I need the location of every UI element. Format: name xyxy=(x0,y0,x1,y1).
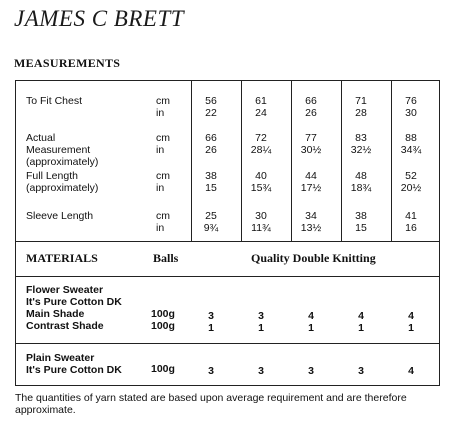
sleeve-cm-value: 41 xyxy=(405,210,417,222)
brand-title: JAMES C BRETT xyxy=(14,6,185,31)
actual-cm-value: 83 xyxy=(355,132,367,144)
flower-main-shade-label: Main Shade xyxy=(26,308,85,320)
size-cm-value: 71 xyxy=(355,95,367,107)
unit-in: in xyxy=(156,107,165,119)
measurements-heading: MEASUREMENTS xyxy=(14,56,121,70)
flower-title-line: It's Pure Cotton DK xyxy=(26,296,122,308)
full-length-cm-value: 38 xyxy=(205,170,217,182)
full-length-in-value: 20½ xyxy=(400,182,422,194)
full-length-cm-value: 40 xyxy=(255,170,267,182)
actual-in-value: 26 xyxy=(205,144,217,156)
actual-in-value: 34¾ xyxy=(400,144,422,156)
plain-title-line: It's Pure Cotton DK xyxy=(26,364,122,376)
sleeve-cm-value: 38 xyxy=(355,210,367,222)
quality-label: Quality Double Knitting xyxy=(251,251,376,265)
size-label: To Fit Chest xyxy=(26,95,83,107)
actual-cm-value: 72 xyxy=(255,132,267,144)
flower-main-balls: 4 xyxy=(358,310,364,322)
flower-contrast-balls: 1 xyxy=(408,322,414,334)
sleeve-in-value: 9¾ xyxy=(203,222,219,234)
unit-cm: cm xyxy=(156,132,170,144)
full-length-cm-value: 48 xyxy=(355,170,367,182)
materials-heading: MATERIALS xyxy=(26,251,98,265)
sleeve-in-value: 15 xyxy=(355,222,367,234)
unit-cm: cm xyxy=(156,170,170,182)
full-length-in-value: 15 xyxy=(205,182,217,194)
flower-contrast-weight: 100g xyxy=(151,320,175,332)
full-length-label-line: Full Length xyxy=(26,170,78,182)
row-divider xyxy=(16,276,439,277)
yarn-quantity-note: The quantities of yarn stated are based upon average requirement and are therefore approximate. xyxy=(15,392,407,416)
flower-contrast-shade-label: Contrast Shade xyxy=(26,320,104,332)
measurements-table xyxy=(15,80,440,386)
sleeve-cm-value: 30 xyxy=(255,210,267,222)
actual-label-line: (approximately) xyxy=(26,156,99,168)
sleeve-in-value: 16 xyxy=(405,222,417,234)
plain-balls: 3 xyxy=(308,365,314,377)
flower-contrast-balls: 1 xyxy=(308,322,314,334)
sleeve-cm-value: 34 xyxy=(305,210,317,222)
flower-contrast-balls: 1 xyxy=(208,322,214,334)
unit-in: in xyxy=(156,144,165,156)
flower-title-line: Flower Sweater xyxy=(26,284,104,296)
flower-main-balls: 4 xyxy=(408,310,414,322)
size-cm-value: 56 xyxy=(205,95,217,107)
plain-balls: 3 xyxy=(208,365,214,377)
sleeve-cm-value: 25 xyxy=(205,210,217,222)
full-length-cm-value: 52 xyxy=(405,170,417,182)
flower-contrast-balls: 1 xyxy=(358,322,364,334)
full-length-label-line: (approximately) xyxy=(26,182,99,194)
unit-cm: cm xyxy=(156,210,170,222)
plain-balls: 3 xyxy=(358,365,364,377)
actual-cm-value: 88 xyxy=(405,132,417,144)
actual-in-value: 28¼ xyxy=(250,144,272,156)
full-length-in-value: 17½ xyxy=(300,182,322,194)
size-cm-value: 66 xyxy=(305,95,317,107)
size-in-value: 30 xyxy=(405,107,417,119)
size-cm-value: 61 xyxy=(255,95,267,107)
flower-contrast-balls: 1 xyxy=(258,322,264,334)
flower-main-balls: 4 xyxy=(308,310,314,322)
actual-cm-value: 66 xyxy=(205,132,217,144)
actual-in-value: 30½ xyxy=(300,144,322,156)
unit-in: in xyxy=(156,182,165,194)
row-divider xyxy=(16,343,439,344)
plain-title-line: Plain Sweater xyxy=(26,352,95,364)
row-divider xyxy=(16,241,439,242)
plain-balls: 3 xyxy=(258,365,264,377)
sleeve-label: Sleeve Length xyxy=(26,210,94,222)
full-length-cm-value: 44 xyxy=(305,170,317,182)
actual-label-line: Measurement xyxy=(26,144,91,156)
unit-in: in xyxy=(156,222,165,234)
actual-label-line: Actual xyxy=(26,132,56,144)
unit-cm: cm xyxy=(156,95,170,107)
actual-in-value: 32½ xyxy=(350,144,372,156)
actual-cm-value: 77 xyxy=(305,132,317,144)
size-in-value: 22 xyxy=(205,107,217,119)
size-in-value: 26 xyxy=(305,107,317,119)
full-length-in-value: 18¾ xyxy=(350,182,372,194)
size-cm-value: 76 xyxy=(405,95,417,107)
size-in-value: 28 xyxy=(355,107,367,119)
full-length-in-value: 15¾ xyxy=(250,182,272,194)
flower-main-weight: 100g xyxy=(151,308,175,320)
sleeve-in-value: 13½ xyxy=(300,222,322,234)
flower-main-balls: 3 xyxy=(258,310,264,322)
plain-weight: 100g xyxy=(151,363,175,375)
sleeve-in-value: 11¾ xyxy=(251,222,271,234)
balls-label: Balls xyxy=(153,251,179,265)
size-in-value: 24 xyxy=(255,107,267,119)
flower-main-balls: 3 xyxy=(208,310,214,322)
plain-balls: 4 xyxy=(408,365,414,377)
